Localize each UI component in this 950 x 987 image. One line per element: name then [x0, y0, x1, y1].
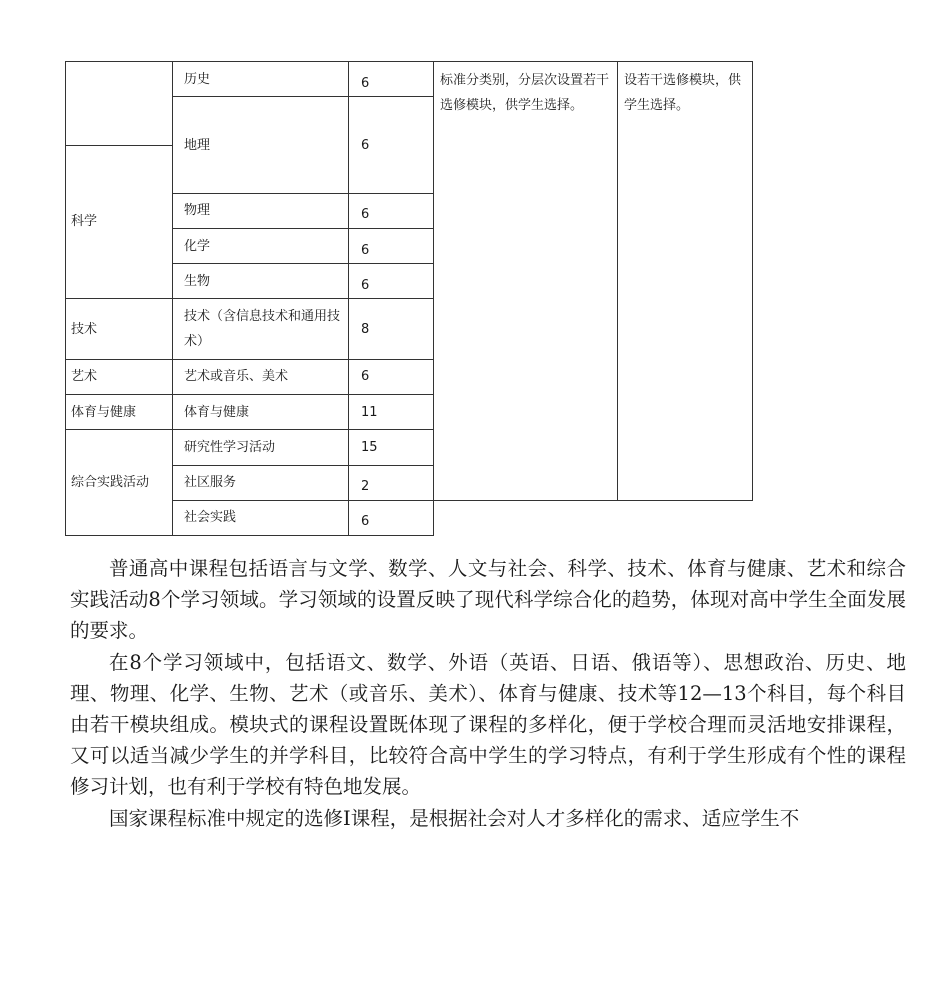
area-cell: 综合实践活动 [66, 430, 173, 536]
subject-cell: 化学 [173, 229, 349, 264]
credits-cell: 15 [349, 430, 434, 465]
subject-cell: 生物 [173, 264, 349, 299]
elective2-note-cell: 设若干选修模块，供学生选择。 [618, 62, 753, 501]
subject-cell: 体育与健康 [173, 395, 349, 430]
credits-cell: 8 [349, 299, 434, 359]
credits-cell: 6 [349, 500, 434, 535]
paragraph: 普通高中课程包括语言与文学、数学、人文与社会、科学、技术、体育与健康、艺术和综合实践活动8个学习领域。学习领域的设置反映了现代科学综合化的趋势，体现对高中学生全面发展的要求。 [70, 557, 906, 643]
paragraph: 在8个学习领域中，包括语文、数学、外语（英语、日语、俄语等）、思想政治、历史、地理、物理、化学、生物、艺术（或音乐、美术）、体育与健康、技术等12—13个科目，每个科目由若干模块组成。模块式的课程设置既体现了课程的多样化，便于学校合理而灵活地安排课程，又可以适当减少学生的并学科目，比较符合高中学生的学习特点，有利于学生形成有个性的课程修习计划，也有利于学校有特色地发展。 [70, 650, 906, 799]
body-text [70, 553, 906, 834]
credits-cell: 11 [349, 395, 434, 430]
subject-cell: 社区服务 [173, 465, 349, 500]
area-cell: 体育与健康 [66, 395, 173, 430]
subject-cell: 艺术或音乐、美术 [173, 359, 349, 394]
subject-cell: 研究性学习活动 [173, 430, 349, 465]
subject-cell: 历史 [173, 62, 349, 97]
credits-cell: 6 [349, 264, 434, 299]
curriculum-table [65, 61, 753, 536]
credits-cell: 6 [349, 62, 434, 97]
paragraph: 国家课程标准中规定的选修Ⅰ课程，是根据社会对人才多样化的需求、适应学生不 [109, 806, 800, 830]
area-cell-empty [66, 62, 173, 146]
area-cell: 艺术 [66, 359, 173, 394]
subject-cell: 地理 [173, 97, 349, 194]
credits-cell: 6 [349, 193, 434, 228]
subject-cell: 技术（含信息技术和通用技术） [173, 299, 349, 359]
elective1-note-cell: 标准分类别，分层次设置若干选修模块，供学生选择。 [434, 62, 618, 501]
table-row [66, 62, 753, 97]
area-cell: 科学 [66, 145, 173, 299]
credits-cell: 6 [349, 359, 434, 394]
credits-cell: 2 [349, 465, 434, 500]
subject-cell: 社会实践 [173, 500, 349, 535]
subject-cell: 物理 [173, 193, 349, 228]
credits-cell: 6 [349, 97, 434, 194]
credits-cell: 6 [349, 229, 434, 264]
area-cell: 技术 [66, 299, 173, 359]
